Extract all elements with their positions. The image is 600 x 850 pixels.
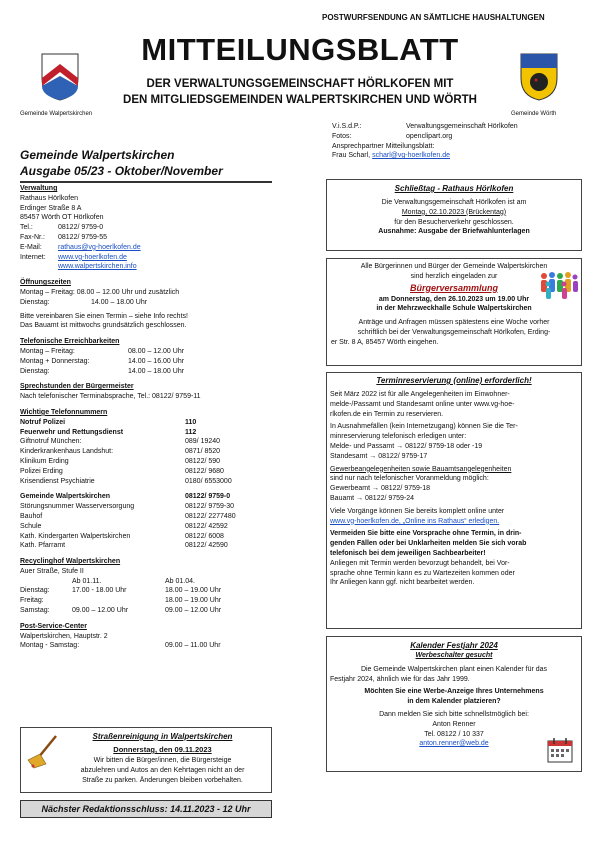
schliess-line: für den Besucherverkehr geschlossen. xyxy=(394,218,514,226)
termin-p1: rlkofen.de ein Termin zu reservieren. xyxy=(330,410,444,418)
contact-email-link[interactable]: scharl@vg-hoerlkofen.de xyxy=(372,152,451,160)
issue-line1: Gemeinde Walpertskirchen xyxy=(20,148,175,162)
issue-line2: Ausgabe 05/23 - Oktober/November xyxy=(20,164,223,178)
termin-p5: Vermeiden Sie bitte eine Vorsprache ohne Termin, in drin- xyxy=(330,530,522,538)
tel-erreich-value: 08.00 – 12.00 Uhr xyxy=(128,347,185,355)
strassen-text: Wir bitten die Bürger/innen, die Bürgersteige xyxy=(93,757,232,764)
termin-p3: sind nur nach telefonischer Voranmeldung möglich: xyxy=(330,475,489,483)
gemeinde-value: 08122/ 42590 xyxy=(185,542,228,550)
strassen-content xyxy=(60,731,265,785)
oeffnung-line1: Montag – Freitag: 08.00 – 12.00 Uhr und zusätzlich xyxy=(20,288,180,296)
strassen-title: Straßenreinigung in Walpertskirchen xyxy=(92,732,233,741)
tel-label: Tel.: xyxy=(20,224,33,232)
internet-link-1[interactable]: www.vg-hoerlkofen.de xyxy=(58,253,127,261)
buerger-line: Alle Bürgerinnen und Bürger der Gemeinde Walpertskirchen xyxy=(360,263,548,270)
wichtige-value: 089/ 19240 xyxy=(185,438,221,446)
gemeinde-value: 08122/ 6008 xyxy=(185,532,224,540)
woerth-crest-icon xyxy=(519,52,559,102)
wichtige-label: Krisendienst Psychiatrie xyxy=(20,477,95,485)
oeffnung-note1: Bitte vereinbaren Sie einen Termin – siehe Info rechts! xyxy=(20,312,188,320)
recycling-b: 09.00 – 12.00 Uhr xyxy=(165,607,222,615)
termin-content xyxy=(330,375,578,588)
buerger-line: Anträge und Anfragen müssen spätestens eine Woche vorher xyxy=(358,319,550,327)
oeffnung-note2: Das Bauamt ist mittwochs grundsätzlich geschlossen. xyxy=(20,322,187,330)
masthead-label: Ansprechpartner Mitteilungsblatt: xyxy=(332,142,435,150)
verwaltung-line: 85457 Wörth OT Hörlkofen xyxy=(20,214,104,222)
tel-erreich-heading: Telefonische Erreichbarkeiten xyxy=(20,338,120,346)
buerger-content xyxy=(328,262,580,348)
buerger-line: sind herzlich eingeladen zur xyxy=(410,272,498,280)
right-crest-caption: Gemeinde Wörth xyxy=(511,111,557,117)
oeffnung-value: 14.00 – 18.00 Uhr xyxy=(91,298,148,306)
masthead xyxy=(332,122,582,161)
post-address: Walpertskirchen, Hauptstr. 2 xyxy=(20,632,108,640)
left-crest-caption: Gemeinde Walpertskirchen xyxy=(20,111,93,117)
gemeinde-label: Störungsnummer Wasserversorgung xyxy=(20,503,135,511)
email-label: E-Mail: xyxy=(20,243,42,251)
gemeinde-value: 08122/ 9759-30 xyxy=(185,503,235,511)
termin-p5: telefonisch bei dem jeweiligen Sachbearbeiter! xyxy=(330,549,486,557)
issue-divider xyxy=(20,181,272,183)
kalender-content xyxy=(328,640,580,749)
schliess-content xyxy=(328,183,580,237)
issue-title xyxy=(20,147,223,179)
postwurf-label: POSTWURFSENDUNG AN SÄMTLICHE HAUSHALTUNGEN xyxy=(322,13,545,22)
gemeinde-label: Gemeinde Walpertskirchen xyxy=(20,493,110,501)
wichtige-value: 110 xyxy=(185,418,197,426)
termin-p1: melde-/Passamt und Standesamt online unter www.vg-hoe- xyxy=(330,400,515,408)
tel-erreich-label: Montag + Donnerstag: xyxy=(20,357,90,365)
recycling-address: Auer Straße, Stufe II xyxy=(20,567,84,575)
post-value: 09.00 – 11.00 Uhr xyxy=(165,642,221,650)
kalender-question: Möchten Sie eine Werbe-Anzeige Ihres Unternehmens xyxy=(364,688,544,696)
wichtige-label: Klinikum Erding xyxy=(20,457,69,465)
wichtige-value: 0871/ 8520 xyxy=(185,448,221,456)
kalender-question: in dem Kalender platzieren? xyxy=(407,698,501,706)
gemeinde-label: Kath. Kindergarten Walpertskirchen xyxy=(20,532,131,540)
masthead-value: openclipart.org xyxy=(406,132,453,140)
strassen-text: abzulehren und Autos an den Kehrtagen nicht an der xyxy=(80,766,245,774)
schliess-line: Die Verwaltungsgemeinschaft Hörlkofen ist am xyxy=(381,199,527,206)
tel-erreich-value: 14.00 – 18.00 Uhr xyxy=(128,367,185,375)
kalender-text: Die Gemeinde Walpertskirchen plant einen Kalender für das xyxy=(360,665,548,673)
gemeinde-value: 08122/ 2277480 xyxy=(185,512,236,520)
gemeinde-label: Kath. Pfarramt xyxy=(20,542,66,550)
email-link[interactable]: rathaus@vg-hoerlkofen.de xyxy=(58,243,141,251)
left-column xyxy=(20,184,272,651)
sprechstunden-text: Nach telefonischer Terminabsprache, Tel.: 08122/ 9759-11 xyxy=(20,393,201,401)
gemeinde-label: Schule xyxy=(20,522,42,530)
verwaltung-line: Rathaus Hörlkofen xyxy=(20,194,78,202)
post-label: Montag - Samstag: xyxy=(20,642,80,650)
strassen-date: Donnerstag, den 09.11.2023 xyxy=(113,745,212,754)
wichtige-value: 112 xyxy=(185,428,197,436)
termin-p4: Viele Vorgänge können Sie bereits komplett online unter xyxy=(330,507,505,515)
termin-p6: sprache ohne Termin kann es zu Wartezeiten kommen oder xyxy=(330,569,515,577)
kalender-title: Kalender Festjahr 2024 xyxy=(410,641,498,650)
strassen-text: Straße zu parken. Änderungen bleiben vorbehalten. xyxy=(82,776,243,784)
redaktion-box: Nächster Redaktionsschluss: 14.11.2023 - 12 Uhr xyxy=(20,800,272,818)
termin-p6: Ihr Anliegen kann ggf. nicht bearbeitet werden. xyxy=(330,579,475,587)
sprechstunden-heading: Sprechstunden der Bürgermeister xyxy=(20,383,134,391)
recycling-heading: Recyclinghof Walpertskirchen xyxy=(20,558,121,566)
kalender-contact: Dann melden Sie sich bitte schnellstmöglich bei: xyxy=(379,710,529,718)
tel-erreich-label: Dienstag: xyxy=(20,367,50,375)
gemeinde-label: Bauhof xyxy=(20,512,43,520)
buerger-title: Bürgerversammlung xyxy=(409,282,499,293)
recycling-a xyxy=(72,596,165,606)
subtitle-line2: DEN MITGLIEDSGEMEINDEN WALPERTSKIRCHEN UND WÖRTH xyxy=(123,94,477,106)
post-heading: Post-Service-Center xyxy=(20,622,87,630)
internet-link-2[interactable]: www.walpertskirchen.info xyxy=(58,263,137,271)
wichtige-value: 08122/ 590 xyxy=(185,457,221,465)
oeffnung-heading: Öffnungszeiten xyxy=(20,279,71,287)
oeffnung-label: Dienstag: xyxy=(20,298,50,306)
kalender-contact: Tel. 08122 / 10 337 xyxy=(424,730,484,738)
termin-p6: Anliegen mit Termin werden bevorzugt behandelt, bei Vor- xyxy=(330,559,510,567)
wichtige-label: Polizei Erding xyxy=(20,467,63,475)
recycling-a: 09.00 – 12.00 Uhr xyxy=(72,607,129,615)
termin-title: Terminreservierung (online) erforderlich! xyxy=(376,376,532,385)
recycling-b: 18.00 – 19.00 Uhr xyxy=(165,587,222,595)
termin-p1: Seit März 2022 ist für alle Angelegenheiten im Einwohner- xyxy=(330,391,510,398)
wichtige-label: Feuerwehr und Rettungsdienst xyxy=(20,428,124,436)
wichtige-label: Giftnotruf München: xyxy=(20,438,82,446)
broom-icon xyxy=(26,734,60,770)
tel-value: 08122/ 9759-0 xyxy=(58,224,104,232)
kalender-contact: Anton Renner xyxy=(432,720,476,728)
termin-p5: genden Fällen oder bei Unklarheiten melden Sie sich vorab xyxy=(330,540,527,548)
subtitle-line1: DER VERWALTUNGSGEMEINSCHAFT HÖRLKOFEN MIT xyxy=(146,78,454,90)
masthead-label: V.i.S.d.P.: xyxy=(332,123,362,130)
termin-p3: Gewerbeamt → 08122/ 9759-18 xyxy=(330,485,431,493)
gemeinde-value: 08122/ 42592 xyxy=(185,522,228,530)
recycling-col-b: Ab 01.04. xyxy=(165,577,195,585)
masthead-value: Verwaltungsgemeinschaft Hörlkofen xyxy=(406,123,518,130)
termin-p4-link[interactable]: www.vg-hoerlkofen.de, „Online ins Rathaus“ erledigen. xyxy=(330,517,500,525)
gemeinde-value: 08122/ 9759-0 xyxy=(185,493,231,501)
wichtige-value: 08122/ 9680 xyxy=(185,467,224,475)
fax-value: 08122/ 9759-55 xyxy=(58,233,108,241)
wichtige-value: 0180/ 6553000 xyxy=(185,477,232,485)
wichtige-label: Kinderkrankenhaus Landshut: xyxy=(20,448,114,456)
schliess-line: Ausnahme: Ausgabe der Briefwahlunterlagen xyxy=(378,228,530,236)
buerger-line: in der Mehrzweckhalle Schule Walpertskirchen xyxy=(376,305,532,313)
termin-p3: Bauamt → 08122/ 9759-24 xyxy=(330,494,415,502)
termin-p3: Gewerbeangelegenheiten sowie Bauamtsangelegenheiten xyxy=(330,465,512,473)
recycling-col-a: Ab 01.11. xyxy=(72,577,102,585)
recycling-day: Dienstag: xyxy=(20,587,50,595)
termin-p2: Standesamt → 08122/ 9759-17 xyxy=(330,452,428,460)
verwaltung-heading: Verwaltung xyxy=(20,185,58,192)
buerger-line: schriftlich bei der Verwaltungsgemeinschaft Hörlkofen, Erding- xyxy=(357,328,551,336)
recycling-a: 17.00 - 18.00 Uhr xyxy=(72,587,127,595)
termin-p2: In Ausnahmefällen (kein Internetzugang) können Sie die Ter- xyxy=(330,423,518,431)
schliess-title: Schließtag - Rathaus Hörlkofen xyxy=(394,184,514,193)
termin-p2: Melde- und Passamt → 08122/ 9759-18 oder -19 xyxy=(330,442,483,450)
wichtige-heading: Wichtige Telefonnummern xyxy=(20,408,108,416)
recycling-b: 18.00 – 19.00 Uhr xyxy=(165,597,222,605)
walpertskirchen-crest-icon xyxy=(40,52,80,102)
tel-erreich-value: 14.00 – 16.00 Uhr xyxy=(128,357,185,365)
kalender-email-link[interactable]: anton.renner@web.de xyxy=(419,740,489,748)
tel-erreich-label: Montag – Freitag: xyxy=(20,347,75,355)
kalender-subtitle: Werbeschalter gesucht xyxy=(415,652,493,659)
page-title: MITTEILUNGSBLATT xyxy=(141,32,459,67)
fax-label: Fax-Nr.: xyxy=(20,233,45,241)
recycling-day: Freitag: xyxy=(20,597,44,605)
wichtige-label: Notruf Polizei xyxy=(20,418,66,426)
contact-name: Frau Scharl, xyxy=(332,152,371,160)
kalender-text: Festjahr 2024, ähnlich wie für das Jahr 1999. xyxy=(330,675,470,683)
recycling-day: Samstag: xyxy=(20,607,50,615)
termin-p2: minreservierung telefonisch erledigen unter: xyxy=(330,433,467,441)
buerger-line: am Donnerstag, den 26.10.2023 um 19.00 Uhr xyxy=(378,295,530,303)
schliess-line: Montag, 02.10.2023 (Brückentag) xyxy=(401,208,507,216)
masthead-label: Fotos: xyxy=(332,132,352,140)
buerger-line: er Str. 8 A, 85457 Wörth eingehen. xyxy=(331,338,439,346)
internet-label: Internet: xyxy=(20,253,46,261)
verwaltung-line: Erdinger Straße 8 A xyxy=(20,204,82,212)
